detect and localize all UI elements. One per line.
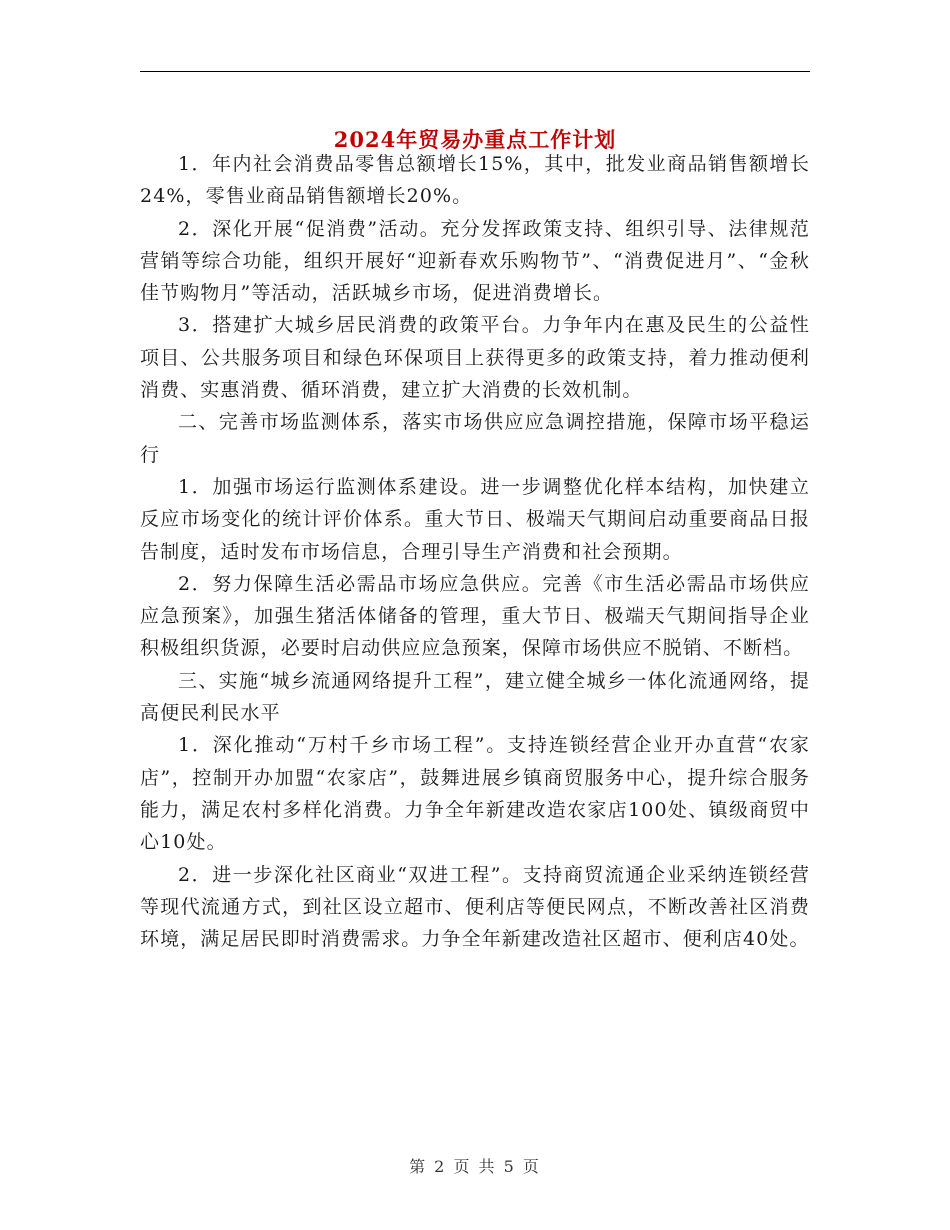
paragraph-5: 2．努力保障生活必需品市场应急供应。完善《市生活必需品市场供应应急预案》，加强生猪活体储备的管理，重大节日、极端天气期间指导企业积极组织货源，必要时启动供应应急预案，保障市场供应不脱销、不断档。 [140,572,810,660]
paragraph-7: 2．进一步深化社区商业“双进工程”。支持商贸流通企业采纳连锁经营等现代流通方式，到社区设立超市、便利店等便民网点，不断改善社区消费环境，满足居民即时消费需求。力争全年新建改造社区超市、便利店40处。 [140,863,810,951]
paragraph-2: 2．深化开展“促消费”活动。充分发挥政策支持、组织引导、法律规范营销等综合功能，组织开展好“迎新春欢乐购物节”、“消费促进月”、“金秋佳节购物月”等活动，活跃城乡市场，促进消费增长。 [140,217,810,305]
section-heading-2: 二、完善市场监测体系，落实市场供应应急调控措施，保障市场平稳运行 [140,411,810,466]
header-rule [140,71,810,72]
paragraph-4: 1．加强市场运行监测体系建设。进一步调整优化样本结构，加快建立反应市场变化的统计评价体系。重大节日、极端天气期间启动重要商品日报告制度，适时发布市场信息，合理引导生产消费和社会预期。 [140,475,810,563]
section-heading-3: 三、实施“城乡流通网络提升工程”，建立健全城乡一体化流通网络，提高便民利民水平 [140,669,810,725]
page-number: 第 2 页 共 5 页 [409,1157,541,1176]
document-title: 2024年贸易办重点工作计划 [333,127,617,153]
paragraph-6: 1．深化推动“万村千乡市场工程”。支持连锁经营企业开办直营“农家店”，控制开办加盟“农家店”，鼓舞进展乡镇商贸服务中心，提升综合服务能力，满足农村多样化消费。力争全年新建改造农家店100处、镇级商贸中心10处。 [140,734,810,854]
paragraph-1: 1．年内社会消费品零售总额增长15%，其中，批发业商品销售额增长24%，零售业商品销售额增长20%。 [140,153,810,208]
paragraph-3: 3．搭建扩大城乡居民消费的政策平台。力争年内在惠及民生的公益性项目、公共服务项目和绿色环保项目上获得更多的政策支持，着力推动便利消费、实惠消费、循环消费，建立扩大消费的长效机制。 [140,314,810,402]
document-body [140,148,810,955]
